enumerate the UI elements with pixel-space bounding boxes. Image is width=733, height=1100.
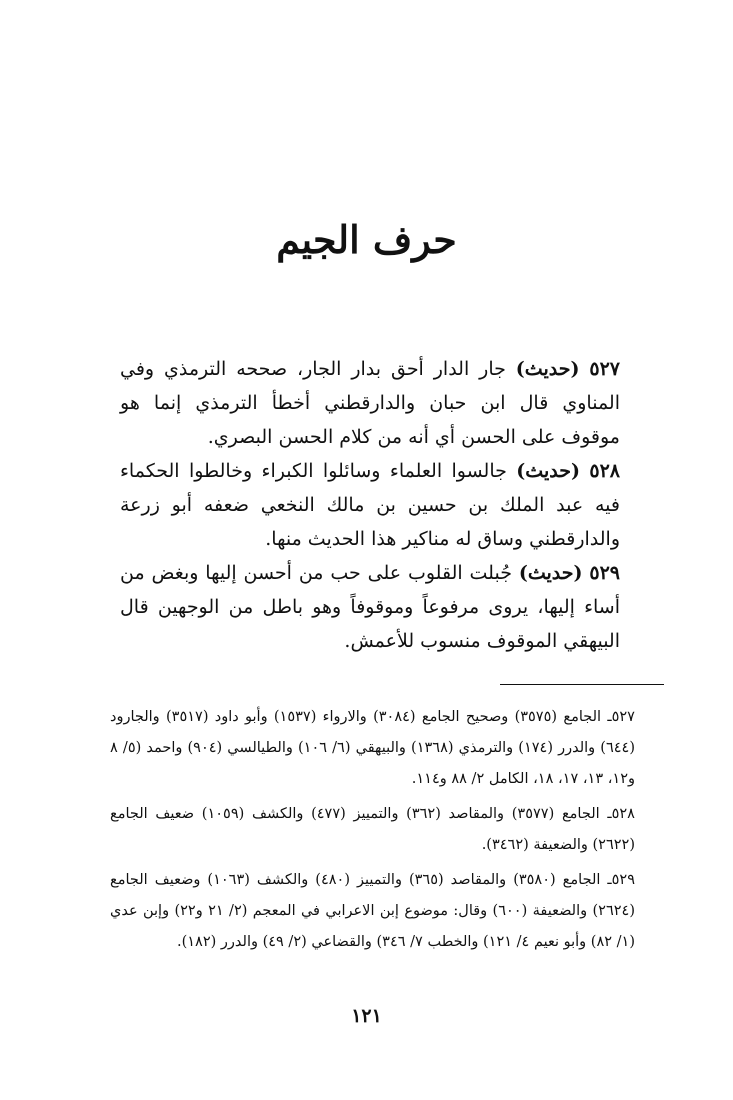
entry-tag: (حديث) [518, 562, 583, 584]
footnote-527: ٥٢٧ـ الجامع (٣٥٧٥) وصحيح الجامع (٣٠٨٤) والارواء (١٥٣٧) وأبو داود (٣٥١٧) والجارود (٦٤٤) والدرر (١٧٤) والترمذي (١٣٦٨) والبيهقي (٦/ ١٠٦) والطيالسي (٩٠٤) واحمد (٥/ ٨ و١٢، ١٣، ١٧، ١٨، الكامل ٢/ ٨٨ و١١٤. [110, 709, 636, 787]
entry-number: ٥٢٩ [589, 562, 621, 584]
entry-tag: (حديث) [516, 460, 580, 482]
hadith-entry-528 [120, 454, 620, 556]
footnote-528: ٥٢٨ـ الجامع (٣٥٧٧) والمقاصد (٣٦٢) والتمييز (٤٧٧) والكشف (١٠٥٩) ضعيف الجامع (٢٦٢٢) والضعيفة (٣٤٦٢). [110, 806, 635, 853]
footnote-separator [500, 684, 664, 685]
hadith-entries [120, 352, 620, 658]
entry-text: جار الدار أحق بدار الجار، صححه الترمذي وفي المناوي قال ابن حبان والدارقطني أخطأ الترمذي إنما هو موقوف على الحسن أي أنه من كلام الحسن البصري. [120, 358, 620, 448]
entry-tag: (حديث) [515, 358, 580, 380]
page-number: ١٢١ [351, 1005, 382, 1027]
entry-number: ٥٢٧ [589, 358, 620, 380]
chapter-title: حرف الجيم [276, 217, 457, 262]
footnotes [110, 702, 635, 962]
entry-text: جُبلت القلوب على حب من أحسن إليها وبغض من أساء إليها، يروى مرفوعاً وموقوفاً وهو باطل من الوجهين قال البيهقي الموقوف منسوب للأعمش. [120, 562, 620, 652]
hadith-entry-527 [120, 352, 620, 454]
entry-number: ٥٢٨ [589, 460, 620, 482]
footnote-529: ٥٢٩ـ الجامع (٣٥٨٠) والمقاصد (٣٦٥) والتمييز (٤٨٠) والكشف (١٠٦٣) وضعيف الجامع (٢٦٢٤) والضعيفة (٦٠٠) وقال: موضوع إبن الاعرابي في المعجم (٢/ ٢١ و٢٢) وإبن عدي (١/ ٨٢) وأبو نعيم ٤/ ١٢١) والخطب ٧/ ٣٤٦) والقضاعي (٢/ ٤٩) والدرر (١٨٢). [110, 872, 636, 950]
entry-text: جالسوا العلماء وسائلوا الكبراء وخالطوا الحكماء فيه عبد الملك بن حسين بن مالك النخعي ضعفه أبو زرعة والدارقطني وساق له مناكير هذا الحديث منها. [120, 460, 620, 550]
hadith-entry-529 [120, 556, 620, 658]
